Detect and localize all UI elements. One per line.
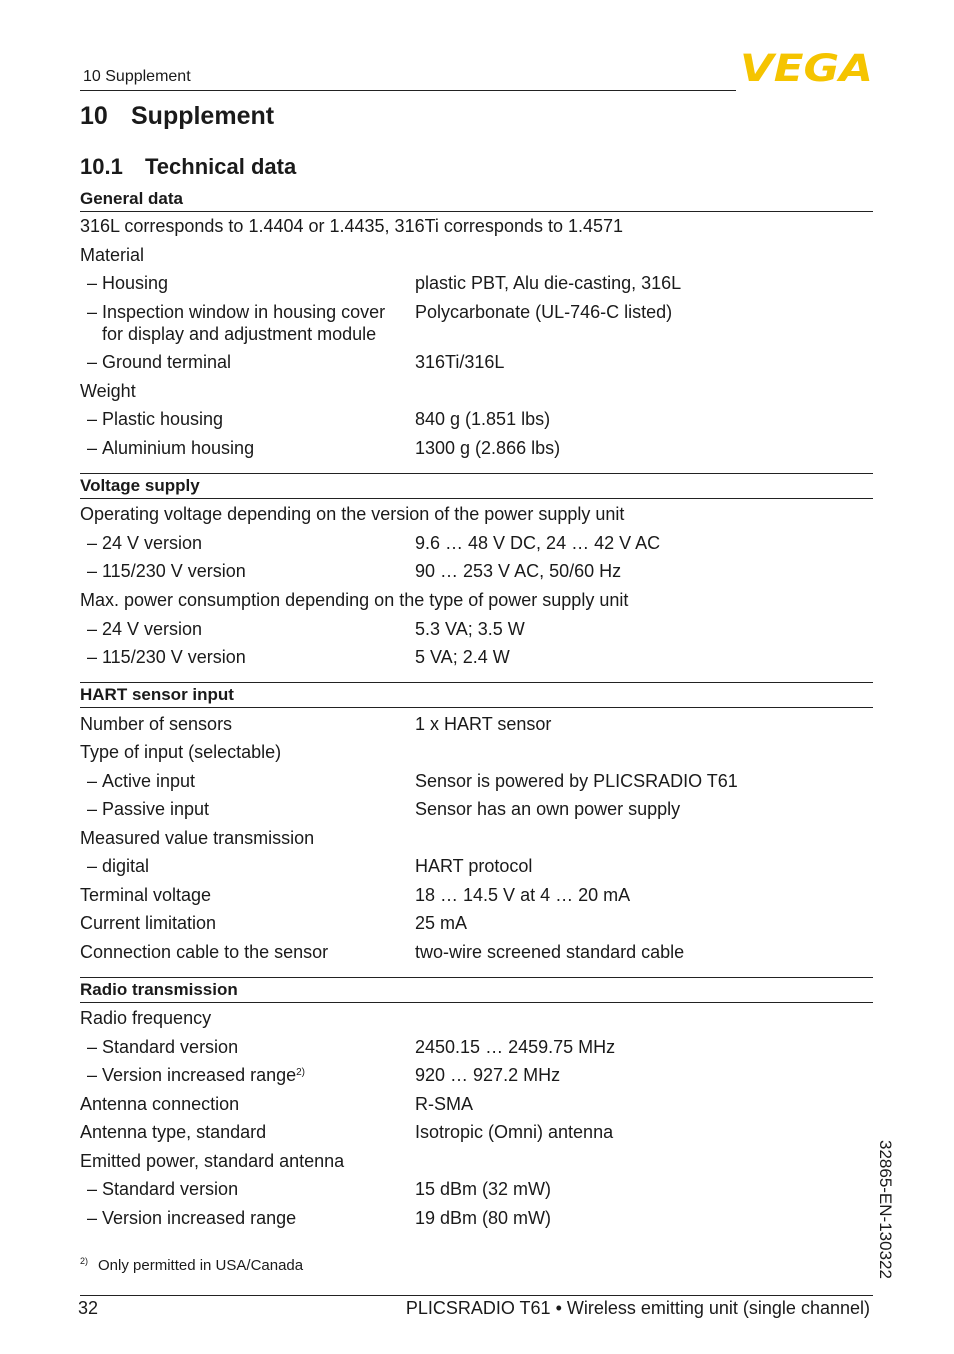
- chapter-title: 10 Supplement: [80, 102, 275, 130]
- footnote: $^{2)}$ Only permitted in USA/Canada: [80, 1256, 304, 1274]
- svg-text:VEGA: VEGA: [740, 52, 873, 84]
- general-data-heading: General data: [80, 187, 873, 212]
- section-title: 10.1 Technical data: [80, 154, 297, 179]
- document-code: 32865-EN-130322: [876, 1140, 895, 1279]
- page-number: 32: [78, 1298, 99, 1318]
- footer-rule: [80, 1295, 873, 1296]
- footnote-ref: 2): [296, 1067, 306, 1078]
- header-rule: [80, 90, 736, 91]
- hart-input-heading: HART sensor input: [80, 682, 873, 708]
- footer-title: PLICSRADIO T61 • Wireless emitting unit (single channel): [405, 1298, 870, 1318]
- running-header: 10 Supplement: [83, 68, 191, 85]
- vega-logo-graphic: [740, 52, 873, 84]
- vega-logo: [740, 52, 873, 84]
- voltage-supply-heading: Voltage supply: [80, 473, 873, 499]
- radio-transmission-heading: Radio transmission: [80, 977, 873, 1003]
